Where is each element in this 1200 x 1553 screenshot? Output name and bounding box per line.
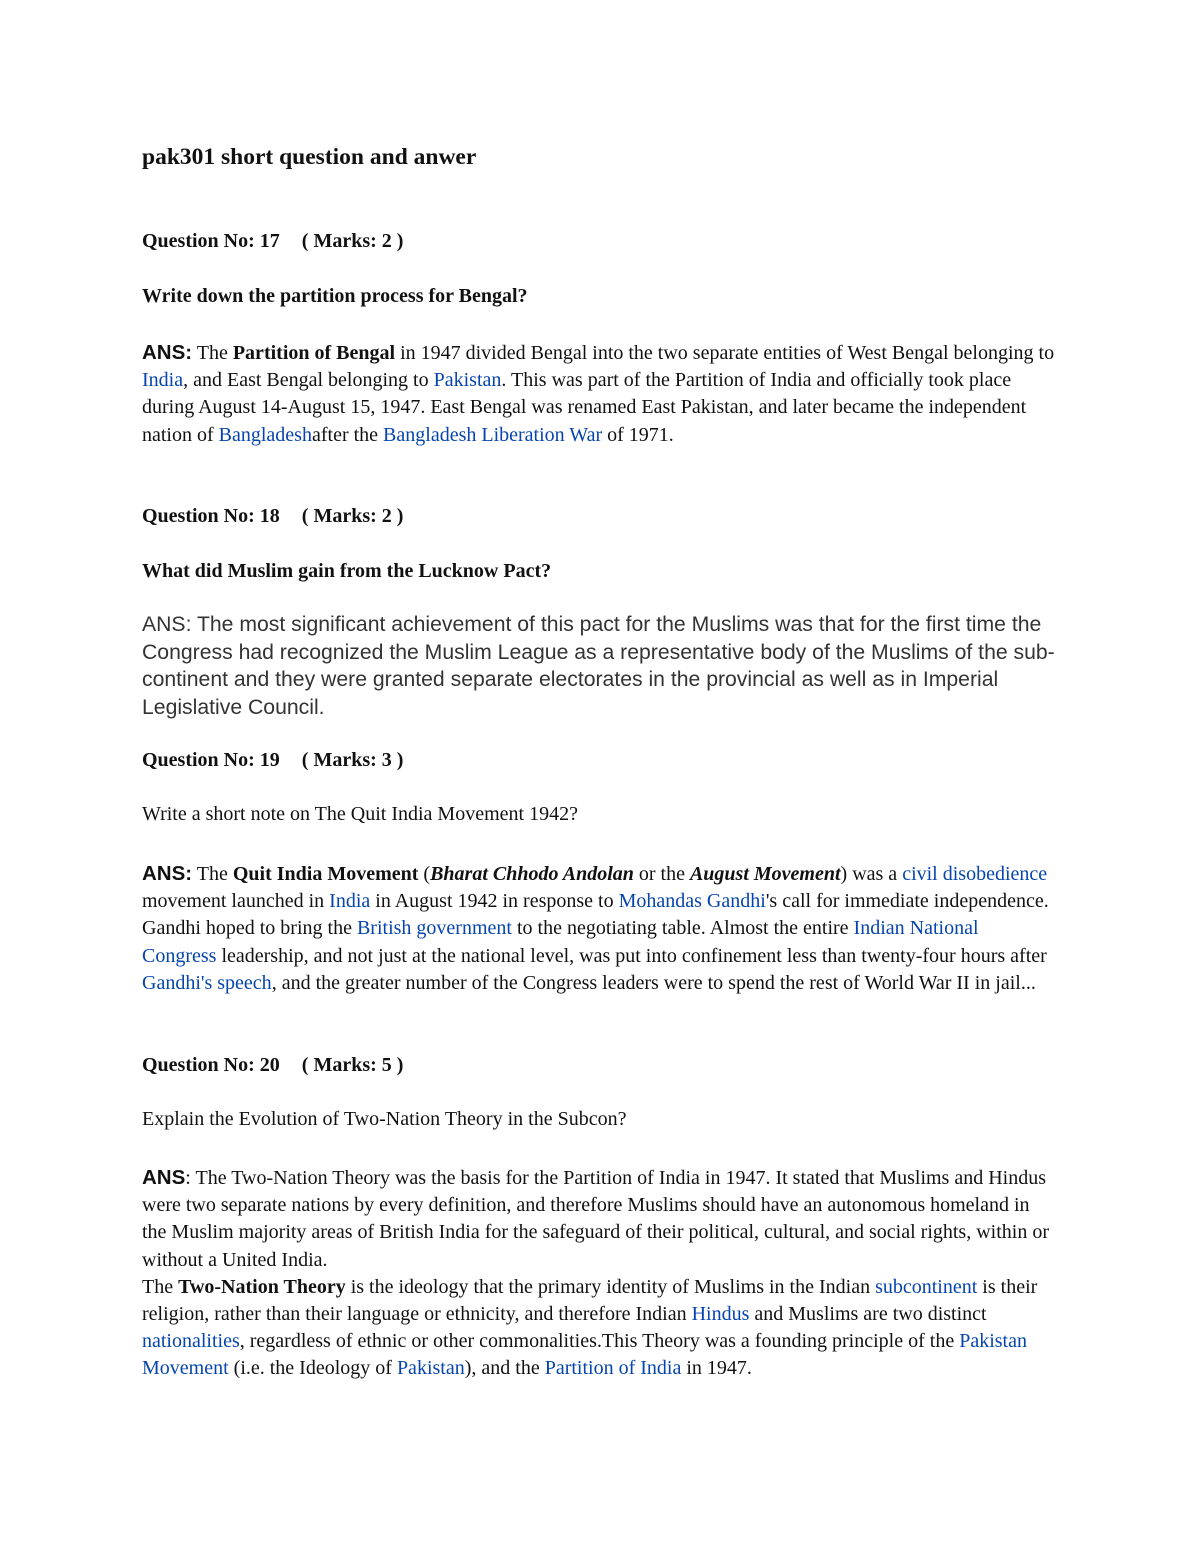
- link-bangladesh-liberation-war[interactable]: Bangladesh Liberation War: [383, 423, 603, 446]
- answer-text: after the: [311, 423, 384, 446]
- link-indian-national-congress[interactable]: Indian National Congress: [142, 917, 979, 967]
- answer-text: 's call for immediate independence. Gandhi hoped to bring the: [142, 890, 1049, 940]
- answer-text: The: [142, 1275, 179, 1298]
- answer-text: ) was a: [840, 863, 903, 885]
- link-india[interactable]: India: [329, 890, 371, 913]
- answer-bold-term: Two-Nation Theory: [178, 1275, 346, 1298]
- answer-text: in 1947 divided Bengal into the two separate entities of West Bengal belonging to: [395, 342, 1055, 364]
- answer-text: (: [418, 863, 431, 885]
- answer-text: , and East Bengal belonging to: [183, 369, 434, 392]
- link-gandhis-speech[interactable]: Gandhi's speech: [142, 971, 272, 994]
- answer-text: , regardless of ethnic or other commonalities.This Theory was a founding principle of the: [239, 1330, 960, 1353]
- link-bangladesh[interactable]: Bangladesh: [218, 423, 312, 446]
- answer-text: : The Two-Nation Theory was the basis for the Partition of India in 1947. It stated that Muslims and Hindus were two separate nations by every definition, and therefore Muslims should have an autonomous homeland in the Muslim majority areas of British India for the safeguard of their political, cultural, and social rights, within or without a United India.: [142, 1167, 1049, 1271]
- question-17-heading: [142, 230, 403, 253]
- question-18-answer: ANS: The most significant achievement of this pact for the Muslims was that for the first time the Congress had recognized the Muslim League as a representative body of the Muslims of the sub-continent and they were granted separate electorates in the provincial as well as in Imperial Legislative Council.: [142, 613, 1055, 719]
- link-british-government[interactable]: British government: [356, 917, 512, 940]
- answer-label: ANS:: [142, 341, 193, 364]
- answer-italic-term: August Movement: [689, 863, 841, 885]
- answer-italic-term: Bharat Chhodo Andolan: [430, 863, 634, 885]
- question-marks: ( Marks: 2 ): [301, 505, 404, 527]
- answer-text: The: [192, 863, 233, 885]
- answer-text: or the: [633, 863, 690, 885]
- question-label: Question No: 20: [142, 1054, 280, 1076]
- question-20-heading: [142, 1054, 403, 1077]
- answer-text: is the ideology that the primary identity of Muslims in the Indian: [345, 1275, 876, 1298]
- link-pakistan[interactable]: Pakistan: [433, 369, 502, 392]
- answer-text: movement launched in: [142, 890, 330, 913]
- answer-text: in 1947.: [681, 1357, 752, 1380]
- question-17-answer: [142, 339, 1057, 449]
- answer-text: (i.e. the Ideology of: [228, 1357, 397, 1380]
- question-marks: ( Marks: 3 ): [301, 749, 404, 771]
- answer-label: ANS:: [142, 862, 193, 885]
- question-marks: ( Marks: 5 ): [301, 1054, 404, 1076]
- question-label: Question No: 19: [142, 749, 280, 771]
- link-partition-of-india[interactable]: Partition of India: [544, 1357, 682, 1380]
- answer-bold-term: Quit India Movement: [232, 863, 419, 885]
- link-india[interactable]: India: [142, 369, 184, 392]
- link-nationalities[interactable]: nationalities: [142, 1330, 240, 1353]
- answer-text: The: [192, 342, 233, 364]
- answer-text: ), and the: [464, 1357, 545, 1380]
- question-20-prompt: Explain the Evolution of Two-Nation Theory in the Subcon?: [142, 1108, 627, 1130]
- link-pakistan[interactable]: Pakistan: [396, 1357, 465, 1380]
- answer-text: in August 1942 in response to: [370, 890, 619, 913]
- question-18-heading: [142, 505, 403, 528]
- link-pakistan-movement[interactable]: Pakistan Movement: [142, 1330, 1027, 1380]
- link-subcontinent[interactable]: subcontinent: [875, 1275, 978, 1298]
- question-label: Question No: 18: [142, 505, 280, 527]
- document-title: pak301 short question and anwer: [142, 144, 477, 170]
- answer-text: to the negotiating table. Almost the entire: [511, 917, 854, 940]
- link-mohandas-gandhi[interactable]: Mohandas Gandhi: [618, 890, 766, 913]
- answer-text: leadership, and not just at the national level, was put into confinement less than twenty-four hours after: [216, 944, 1047, 967]
- answer-paragraph: [142, 1274, 1057, 1383]
- question-label: Question No: 17: [142, 230, 280, 252]
- answer-text: is their religion, rather than their language or ethnicity, and therefore Indian: [142, 1275, 1038, 1326]
- answer-paragraph: [142, 1164, 1057, 1274]
- question-20-answer: [142, 1164, 1057, 1383]
- question-19-prompt: Write a short note on The Quit India Movement 1942?: [142, 803, 578, 825]
- link-hindus[interactable]: Hindus: [691, 1303, 750, 1326]
- question-19-answer: [142, 860, 1057, 997]
- link-civil-disobedience[interactable]: civil disobedience: [902, 863, 1048, 885]
- question-18-prompt: What did Muslim gain from the Lucknow Pact?: [142, 560, 552, 582]
- answer-label: ANS: [142, 1166, 186, 1189]
- answer-text: of 1971.: [602, 423, 674, 446]
- answer-bold-term: Partition of Bengal: [232, 342, 396, 364]
- question-19-heading: [142, 749, 403, 772]
- answer-text: . This was part of the Partition of India and officially took place during August 14-August 15, 1947. East Bengal was renamed East Pakistan, and later became the independent nation of: [142, 369, 1027, 446]
- question-marks: ( Marks: 2 ): [301, 230, 404, 252]
- question-17-prompt: Write down the partition process for Bengal?: [142, 285, 528, 307]
- answer-text: , and the greater number of the Congress leaders were to spend the rest of World War II in jail...: [271, 971, 1036, 994]
- answer-text: and Muslims are two distinct: [749, 1303, 987, 1326]
